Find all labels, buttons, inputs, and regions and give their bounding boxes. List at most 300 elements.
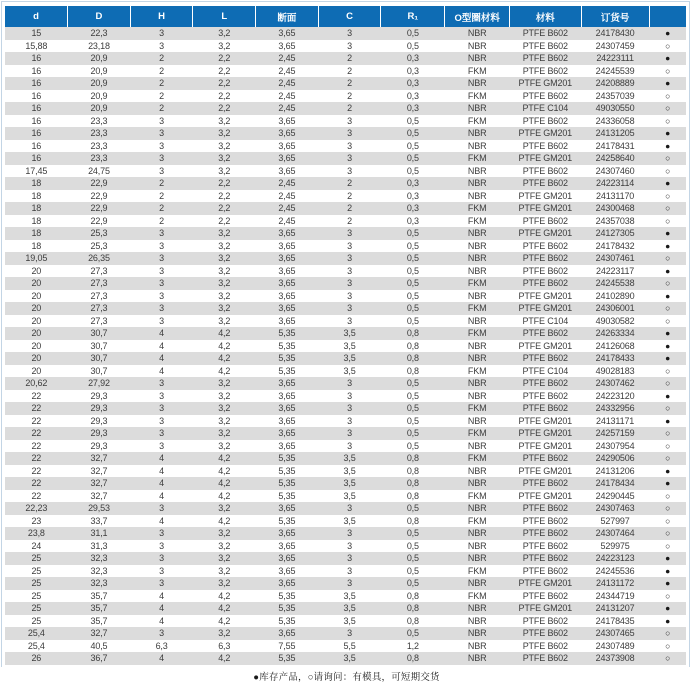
cell-L: 3,2 — [218, 265, 231, 276]
cell-D: 27,3 — [90, 303, 108, 313]
cell-o-ring-material: NBR — [467, 478, 487, 488]
cell-R1: 0,5 — [406, 28, 419, 38]
cell-L: 3,2 — [218, 578, 231, 588]
cell-C: 3,5 — [343, 603, 356, 613]
on-request-open-circle-icon: ○ — [665, 440, 671, 451]
cell-d: 20 — [31, 265, 42, 276]
cell-C: 3 — [347, 390, 352, 401]
on-request-open-circle-icon: ○ — [665, 628, 671, 639]
cell-o-ring-material: FKM — [467, 153, 487, 163]
cell-order-number: 24178435 — [595, 615, 635, 626]
cell-order-number: 24223123 — [595, 553, 635, 563]
cell-R1: 0,5 — [406, 40, 419, 51]
cell-material: PTFE B602 — [522, 53, 568, 63]
table-row — [5, 640, 686, 653]
cell-H: 3 — [159, 390, 165, 401]
table-row — [5, 627, 686, 640]
cell-R1: 0,5 — [406, 553, 419, 563]
cell-cross-section: 3,65 — [278, 40, 296, 51]
cell-C: 3,5 — [343, 615, 356, 626]
cell-o-ring-material: FKM — [467, 453, 487, 463]
cell-o-ring-material: NBR — [467, 78, 487, 88]
table-header — [5, 6, 686, 27]
cell-L: 2,2 — [218, 53, 231, 63]
cell-R1: 0,5 — [406, 540, 419, 551]
cell-o-ring-material: NBR — [467, 140, 487, 151]
cell-L: 3,2 — [218, 290, 231, 301]
cell-L: 3,2 — [218, 40, 231, 51]
cell-D: 20,9 — [90, 78, 108, 88]
table-header-row — [5, 6, 686, 27]
cell-o-ring-material: NBR — [467, 165, 487, 176]
cell-o-ring-material: FKM — [467, 565, 487, 576]
cell-R1: 0,5 — [406, 578, 419, 588]
table-row — [5, 377, 686, 390]
stock-filled-circle-icon: ● — [665, 415, 671, 426]
cell-o-ring-material: NBR — [467, 540, 487, 551]
stock-filled-circle-icon: ● — [665, 240, 671, 251]
cell-material: PTFE GM201 — [518, 203, 573, 213]
cell-R1: 0,5 — [406, 303, 419, 313]
cell-cross-section: 3,65 — [278, 153, 296, 163]
cell-L: 3,2 — [218, 278, 231, 288]
cell-cross-section: 3,65 — [278, 115, 296, 126]
cell-cross-section: 3,65 — [278, 540, 296, 551]
cell-cross-section: 2,45 — [278, 53, 296, 63]
cell-d: 20 — [31, 303, 42, 313]
cell-order-number: 24131207 — [595, 603, 635, 613]
cell-H: 3 — [159, 115, 165, 126]
cell-cross-section: 5,35 — [278, 465, 296, 476]
cell-H: 3 — [159, 290, 165, 301]
on-request-open-circle-icon: ○ — [665, 528, 671, 539]
cell-d: 16 — [31, 140, 42, 151]
cell-o-ring-material: NBR — [467, 603, 487, 613]
cell-H: 2 — [159, 178, 165, 188]
cell-C: 3 — [347, 128, 352, 138]
cell-R1: 0,3 — [406, 178, 419, 188]
cell-d: 24 — [31, 540, 42, 551]
cell-cross-section: 2,45 — [278, 103, 296, 113]
cell-C: 3 — [347, 240, 352, 251]
cell-C: 3,5 — [343, 590, 356, 601]
cell-D: 20,9 — [90, 90, 108, 101]
cell-d: 22 — [31, 390, 42, 401]
cell-d: 22 — [31, 478, 42, 488]
cell-R1: 0,5 — [406, 253, 419, 263]
cell-cross-section: 3,65 — [278, 128, 296, 138]
cell-C: 3,5 — [343, 490, 356, 501]
cell-material: PTFE B602 — [522, 503, 568, 513]
cell-H: 3 — [159, 128, 165, 138]
cell-cross-section: 3,65 — [278, 440, 296, 451]
cell-material: PTFE B602 — [522, 478, 568, 488]
on-request-open-circle-icon: ○ — [665, 365, 671, 376]
column-header-L: L — [193, 6, 256, 27]
cell-material: PTFE B602 — [522, 590, 568, 601]
cell-H: 3 — [159, 415, 165, 426]
cell-D: 29,3 — [90, 428, 108, 438]
cell-d: 25 — [31, 603, 42, 613]
cell-order-number: 24258640 — [595, 153, 635, 163]
cell-material: PTFE B602 — [522, 178, 568, 188]
cell-material: PTFE B602 — [522, 328, 568, 338]
cell-cross-section: 5,35 — [278, 340, 296, 351]
cell-material: PTFE B602 — [522, 515, 568, 526]
cell-R1: 0,5 — [406, 428, 419, 438]
cell-H: 4 — [159, 453, 165, 463]
cell-o-ring-material: NBR — [467, 640, 487, 651]
table-row — [5, 577, 686, 590]
cell-material: PTFE B602 — [522, 140, 568, 151]
cell-D: 27,92 — [88, 378, 110, 388]
table-row — [5, 215, 686, 228]
cell-C: 3,5 — [343, 465, 356, 476]
table-row — [5, 602, 686, 615]
cell-o-ring-material: NBR — [467, 578, 487, 588]
cell-material: PTFE B602 — [522, 390, 568, 401]
cell-C: 2 — [347, 103, 352, 113]
cell-material: PTFE B602 — [522, 65, 568, 76]
cell-order-number: 24178432 — [595, 240, 635, 251]
cell-C: 2 — [347, 190, 352, 201]
stock-filled-circle-icon: ● — [665, 228, 671, 239]
cell-D: 29,3 — [90, 403, 108, 413]
cell-D: 27,3 — [90, 315, 108, 326]
cell-order-number: 49028183 — [595, 365, 635, 376]
cell-d: 22 — [31, 490, 42, 501]
cell-C: 3 — [347, 28, 352, 38]
cell-material: PTFE GM201 — [518, 228, 573, 238]
cell-C: 2 — [347, 53, 352, 63]
cell-D: 35,7 — [90, 615, 108, 626]
cell-o-ring-material: NBR — [467, 28, 487, 38]
on-request-open-circle-icon: ○ — [665, 315, 671, 326]
cell-d: 20 — [31, 353, 42, 363]
cell-L: 4,2 — [218, 340, 231, 351]
cell-C: 2 — [347, 178, 352, 188]
cell-cross-section: 3,65 — [278, 303, 296, 313]
stock-filled-circle-icon: ● — [665, 340, 671, 351]
cell-order-number: 24131172 — [595, 578, 635, 588]
cell-H: 3 — [159, 315, 165, 326]
cell-cross-section: 3,65 — [278, 428, 296, 438]
on-request-open-circle-icon: ○ — [665, 515, 671, 526]
cell-o-ring-material: FKM — [467, 115, 487, 126]
cell-C: 3,5 — [343, 515, 356, 526]
cell-order-number: 24257159 — [595, 428, 635, 438]
cell-cross-section: 3,65 — [278, 415, 296, 426]
cell-order-number: 24223111 — [596, 53, 634, 63]
cell-cross-section: 2,45 — [278, 215, 296, 226]
cell-D: 20,9 — [90, 53, 108, 63]
cell-material: PTFE GM201 — [518, 78, 573, 88]
cell-d: 25,4 — [27, 628, 45, 638]
cell-cross-section: 3,65 — [278, 165, 296, 176]
cell-material: PTFE B602 — [522, 640, 568, 651]
column-header-cross-section: 断面 — [256, 6, 319, 27]
cell-C: 3 — [347, 115, 352, 126]
cell-cross-section: 2,45 — [278, 178, 296, 188]
cell-o-ring-material: NBR — [467, 178, 487, 188]
stock-filled-circle-icon: ● — [665, 465, 671, 476]
cell-d: 25 — [31, 553, 42, 563]
cell-material: PTFE GM201 — [518, 153, 573, 163]
cell-order-number: 24307464 — [595, 528, 635, 538]
cell-L: 3,2 — [218, 390, 231, 401]
cell-o-ring-material: NBR — [467, 103, 487, 113]
on-request-open-circle-icon: ○ — [665, 653, 671, 664]
cell-o-ring-material: FKM — [467, 203, 487, 213]
cell-C: 3 — [347, 578, 352, 588]
cell-L: 4,2 — [218, 453, 231, 463]
cell-L: 4,2 — [218, 365, 231, 376]
stock-filled-circle-icon: ● — [665, 178, 671, 189]
table-row — [5, 477, 686, 490]
cell-D: 32,3 — [90, 553, 108, 563]
cell-R1: 0,3 — [406, 78, 419, 88]
cell-o-ring-material: FKM — [467, 515, 487, 526]
on-request-open-circle-icon: ○ — [665, 103, 671, 114]
cell-order-number: 24178434 — [595, 478, 635, 488]
cell-C: 3 — [347, 140, 352, 151]
column-header-R1: R₁ — [381, 6, 445, 27]
table-row — [5, 77, 686, 90]
cell-C: 2 — [347, 78, 352, 88]
stock-filled-circle-icon: ● — [665, 353, 671, 364]
table-row — [5, 90, 686, 103]
cell-R1: 0,5 — [406, 140, 419, 151]
cell-material: PTFE B602 — [522, 540, 568, 551]
cell-o-ring-material: NBR — [467, 465, 487, 476]
cell-C: 3 — [347, 540, 352, 551]
cell-material: PTFE B602 — [522, 278, 568, 288]
cell-L: 3,2 — [218, 153, 231, 163]
cell-cross-section: 2,45 — [278, 78, 296, 88]
table-row — [5, 415, 686, 428]
table-row — [5, 440, 686, 453]
cell-R1: 0,3 — [406, 65, 419, 76]
cell-H: 3 — [159, 565, 165, 576]
cell-R1: 0,5 — [406, 228, 419, 238]
cell-order-number: 24307463 — [595, 503, 635, 513]
cell-o-ring-material: NBR — [467, 378, 487, 388]
cell-R1: 0,3 — [406, 103, 419, 113]
cell-cross-section: 3,65 — [278, 265, 296, 276]
cell-o-ring-material: NBR — [467, 653, 487, 663]
on-request-open-circle-icon: ○ — [665, 65, 671, 76]
cell-order-number: 24306001 — [595, 303, 635, 313]
cell-o-ring-material: FKM — [467, 590, 487, 601]
cell-order-number: 49030582 — [595, 315, 635, 326]
cell-R1: 0,5 — [406, 415, 419, 426]
cell-order-number: 24127305 — [595, 228, 635, 238]
cell-H: 3 — [159, 578, 165, 588]
cell-C: 3,5 — [343, 453, 356, 463]
cell-d: 15,88 — [25, 40, 48, 51]
cell-D: 30,7 — [90, 328, 108, 338]
cell-D: 27,3 — [90, 278, 108, 288]
cell-order-number: 24131171 — [595, 415, 635, 426]
table-row — [5, 365, 686, 378]
cell-H: 2 — [159, 215, 165, 226]
cell-d: 20 — [31, 365, 42, 376]
cell-d: 15 — [31, 28, 42, 38]
cell-H: 3 — [159, 428, 165, 438]
cell-L: 3,2 — [218, 403, 231, 413]
cell-H: 2 — [159, 103, 165, 113]
cell-d: 20,62 — [25, 378, 48, 388]
cell-R1: 0,5 — [406, 528, 419, 538]
cell-R1: 0,8 — [406, 465, 419, 476]
cell-R1: 0,8 — [406, 353, 419, 363]
cell-R1: 0,8 — [406, 478, 419, 488]
table-row — [5, 327, 686, 340]
cell-D: 23,3 — [90, 115, 108, 126]
cell-cross-section: 3,65 — [278, 378, 296, 388]
cell-C: 3 — [347, 528, 352, 538]
cell-R1: 0,5 — [406, 390, 419, 401]
table-row — [5, 102, 686, 115]
cell-order-number: 24245539 — [595, 65, 635, 76]
cell-D: 23,18 — [88, 40, 110, 51]
cell-D: 29,53 — [88, 503, 110, 513]
cell-L: 3,2 — [218, 115, 231, 126]
cell-L: 2,2 — [218, 65, 231, 76]
cell-d: 20 — [31, 278, 42, 288]
cell-o-ring-material: FKM — [467, 428, 487, 438]
cell-material: PTFE B602 — [522, 565, 568, 576]
on-request-open-circle-icon: ○ — [665, 503, 671, 514]
cell-R1: 0,8 — [406, 615, 419, 626]
cell-C: 2 — [347, 90, 352, 101]
cell-o-ring-material: NBR — [467, 628, 487, 638]
cell-order-number: 24307954 — [595, 440, 635, 451]
cell-o-ring-material: NBR — [467, 240, 487, 251]
cell-L: 4,2 — [218, 478, 231, 488]
cell-C: 3 — [347, 265, 352, 276]
cell-L: 3,2 — [218, 628, 231, 638]
cell-R1: 0,5 — [406, 403, 419, 413]
cell-o-ring-material: NBR — [467, 53, 487, 63]
cell-d: 22 — [31, 465, 42, 476]
cell-order-number: 24245538 — [595, 278, 635, 288]
cell-o-ring-material: FKM — [467, 328, 487, 338]
cell-material: PTFE C104 — [522, 103, 569, 113]
column-header-material: 材料 — [510, 6, 582, 27]
cell-d: 25 — [31, 615, 42, 626]
column-header-availability — [649, 6, 686, 27]
cell-d: 18 — [31, 203, 42, 213]
product-spec-table — [5, 6, 686, 665]
cell-order-number: 24307459 — [595, 40, 635, 51]
cell-L: 4,2 — [218, 465, 231, 476]
cell-cross-section: 2,45 — [278, 190, 296, 201]
cell-order-number: 24300468 — [595, 203, 635, 213]
cell-material: PTFE C104 — [522, 365, 569, 376]
cell-H: 4 — [159, 365, 165, 376]
cell-C: 3 — [347, 165, 352, 176]
cell-L: 3,2 — [218, 28, 231, 38]
cell-H: 4 — [159, 603, 165, 613]
table-row — [5, 40, 686, 53]
cell-H: 2 — [159, 203, 165, 213]
cell-C: 3 — [347, 253, 352, 263]
cell-C: 3 — [347, 278, 352, 288]
cell-material: PTFE B602 — [522, 240, 568, 251]
stock-filled-circle-icon: ● — [665, 578, 671, 589]
cell-material: PTFE GM201 — [518, 415, 573, 426]
column-header-H: H — [130, 6, 193, 27]
column-header-d: d — [5, 6, 68, 27]
table-row — [5, 190, 686, 203]
cell-L: 3,2 — [218, 315, 231, 326]
cell-o-ring-material: NBR — [467, 353, 487, 363]
cell-L: 3,2 — [218, 428, 231, 438]
cell-C: 3 — [347, 153, 352, 163]
cell-cross-section: 5,35 — [278, 490, 296, 501]
cell-R1: 0,5 — [406, 128, 419, 138]
cell-R1: 0,8 — [406, 515, 419, 526]
cell-cross-section: 3,65 — [278, 528, 296, 538]
cell-material: PTFE GM201 — [518, 190, 573, 201]
table-row — [5, 502, 686, 515]
cell-R1: 0,8 — [406, 340, 419, 351]
cell-o-ring-material: NBR — [467, 390, 487, 401]
on-request-open-circle-icon: ○ — [665, 303, 671, 314]
cell-o-ring-material: NBR — [467, 415, 487, 426]
stock-filled-circle-icon: ● — [665, 265, 671, 276]
stock-filled-circle-icon: ● — [665, 553, 671, 564]
cell-L: 3,2 — [218, 303, 231, 313]
stock-filled-circle-icon: ● — [665, 53, 671, 64]
cell-cross-section: 5,35 — [278, 453, 296, 463]
cell-L: 3,2 — [218, 565, 231, 576]
cell-material: PTFE B602 — [522, 353, 568, 363]
cell-cross-section: 5,35 — [278, 615, 296, 626]
cell-material: PTFE B602 — [522, 553, 568, 563]
cell-D: 23,3 — [90, 128, 108, 138]
cell-d: 22 — [31, 428, 42, 438]
cell-cross-section: 5,35 — [278, 515, 296, 526]
cell-o-ring-material: NBR — [467, 440, 487, 451]
cell-D: 32,7 — [90, 478, 108, 488]
cell-order-number: 527997 — [600, 515, 630, 526]
cell-cross-section: 5,35 — [278, 328, 296, 338]
cell-order-number: 24373908 — [595, 653, 635, 663]
cell-order-number: 24131205 — [595, 128, 635, 138]
cell-o-ring-material: FKM — [467, 65, 487, 76]
cell-order-number: 24223117 — [595, 265, 635, 276]
table-row — [5, 165, 686, 178]
cell-cross-section: 5,35 — [278, 478, 296, 488]
cell-d: 25,4 — [27, 640, 45, 651]
table-row — [5, 315, 686, 328]
cell-order-number: 24263334 — [595, 328, 635, 338]
cell-d: 20 — [31, 340, 42, 351]
cell-D: 30,7 — [90, 340, 108, 351]
cell-D: 27,3 — [90, 265, 108, 276]
on-request-open-circle-icon: ○ — [665, 540, 671, 551]
cell-H: 3 — [159, 40, 165, 51]
cell-d: 18 — [31, 228, 42, 238]
cell-R1: 0,5 — [406, 378, 419, 388]
cell-o-ring-material: NBR — [467, 315, 487, 326]
cell-C: 5,5 — [343, 640, 356, 651]
on-request-open-circle-icon: ○ — [665, 203, 671, 214]
cell-o-ring-material: NBR — [467, 228, 487, 238]
cell-L: 2,2 — [218, 178, 231, 188]
